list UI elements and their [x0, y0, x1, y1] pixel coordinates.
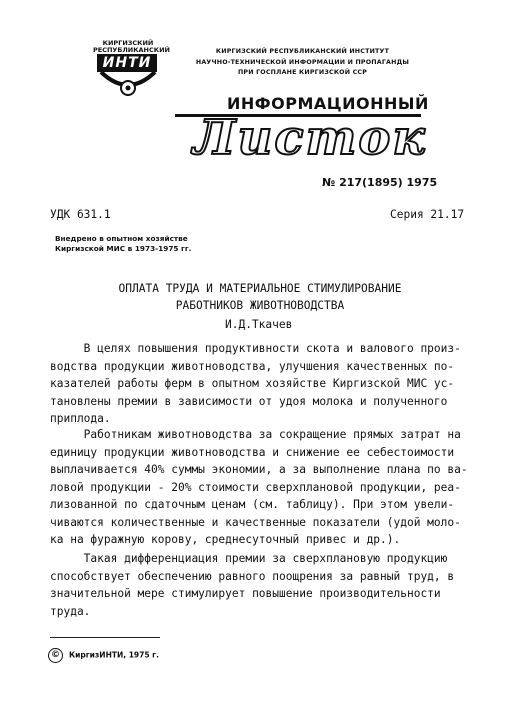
implementation-note-line: Внедрено в опытном хозяйстве — [55, 234, 188, 243]
paragraph — [50, 550, 470, 620]
masthead-banner — [175, 92, 429, 167]
paragraph-line: способствует обеспечению равного поощрения за равный труд, в — [50, 569, 455, 583]
paragraph-line: Работникам животноводства за сокращение прямых затрат на — [50, 428, 461, 441]
logo-mark: ИНТИ — [97, 54, 157, 72]
paragraph-line: ка на фуражную корову, среднесуточный привес и др.). — [50, 533, 401, 546]
paragraph — [50, 426, 470, 549]
paragraph-line: значительной мере стимулирует повышение производительности — [50, 587, 441, 600]
logo-top-text: КИРГИЗСКИЙ РЕСПУБЛИКАНСКИЙ — [93, 39, 170, 54]
masthead-word-informational: ИНФОРМАЦИОННЫЙ — [227, 94, 429, 113]
title-line: ОПЛАТА ТРУДА И МАТЕРИАЛЬНОЕ СТИМУЛИРОВАНИЕ — [118, 282, 402, 295]
title-line: РАБОТНИКОВ ЖИВОТНОВОДСТВА — [175, 299, 345, 312]
paragraph-line: водства продукции животноводства, улучшения качественных по- — [50, 359, 455, 373]
series-code: Серия 21.17 — [390, 208, 465, 221]
paragraph-line: ловой продукции - 20% стоимости сверхплановой продукции, реа- — [50, 480, 461, 494]
paragraph-line: единицу продукции животноводства и снижение ее себестоимости — [50, 445, 455, 459]
author-name: И.Д.Ткачев — [225, 318, 293, 331]
issue-number: № 217(1895) 1975 — [322, 176, 438, 189]
paragraph-line: лизованной по сдаточным ценам (см. таблицу). При этом увели- — [50, 498, 455, 511]
paragraph-line: труда. — [50, 604, 91, 618]
implementation-note — [55, 234, 191, 254]
copyright-text: КиргизИНТИ, 1975 г. — [69, 650, 159, 660]
institute-header — [185, 47, 420, 79]
implementation-note-line: Киргизской МИС в 1973-1975 гг. — [55, 244, 192, 253]
paragraph-line: тановлены премии в зависимости от удоя молока и полученного — [50, 394, 448, 408]
article-title — [80, 280, 440, 314]
paragraph-line: Такая дифференциация премии за сверхплановую продукцию — [50, 552, 448, 565]
institute-line: ПРИ ГОСПЛАНЕ КИРГИЗСКОЙ ССР — [237, 69, 368, 76]
paragraph-line: В целях повышения продуктивности скота и валового произ- — [50, 342, 461, 355]
copyright-notice — [48, 648, 159, 663]
paragraph-line: приплода. — [50, 412, 111, 425]
masthead-word-leaflet: Листок — [193, 110, 427, 166]
paragraph — [50, 340, 470, 428]
udk-code: УДК 631.1 — [50, 208, 111, 221]
institute-logo — [93, 39, 170, 100]
institute-line: НАУЧНО-ТЕХНИЧЕСКОЙ ИНФОРМАЦИИ И ПРОПАГАНДЫ — [195, 58, 410, 66]
paragraph-line: выплачивается 40% суммы экономии, а за выполнение плана по ва- — [50, 463, 468, 476]
copyright-icon: © — [48, 648, 63, 663]
paragraph-line: чиваются количественные и качественные показатели (удой моло- — [50, 515, 461, 529]
gear-icon — [93, 70, 163, 100]
institute-line: КИРГИЗСКИЙ РЕСПУБЛИКАНСКИЙ ИНСТИТУТ — [215, 48, 390, 55]
paragraph-line: казателей работы ферм в опытном хозяйстве Киргизской МИС ус- — [50, 377, 455, 390]
footer-rule — [50, 637, 160, 638]
